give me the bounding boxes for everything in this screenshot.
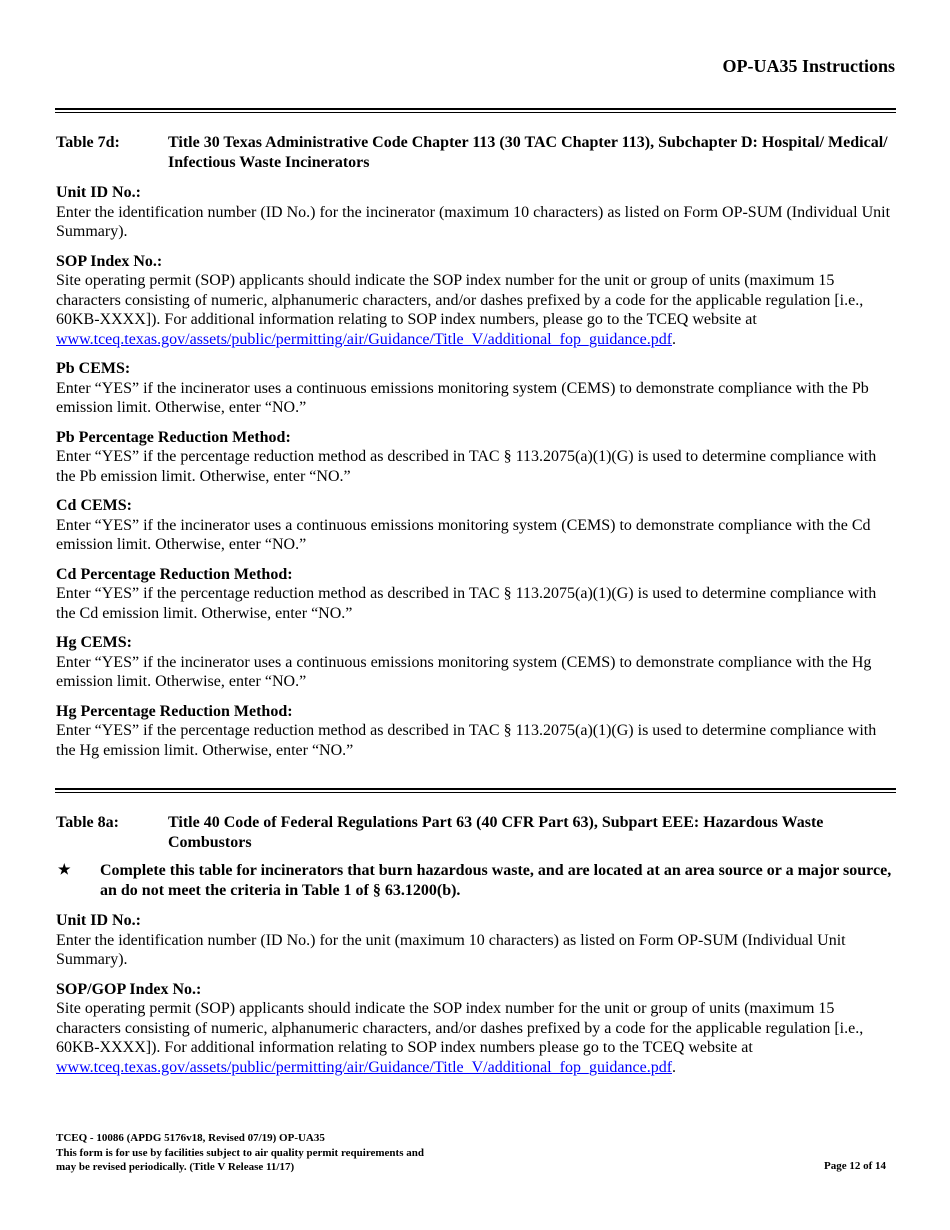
table-8a-heading <box>56 813 896 853</box>
table-8a-number: Table 8a: <box>56 814 119 831</box>
field-description: Enter “YES” if the percentage reduction method as described in TAC § 113.2075(a)(1)(G) is used to determine compliance with the Cd emission limit. Otherwise, enter “NO.” <box>56 585 877 622</box>
table-8a-section <box>56 813 896 1077</box>
field-label: SOP Index No.: <box>56 252 163 270</box>
field-label: Cd CEMS: <box>56 497 133 514</box>
field-description: Enter the identification number (ID No.) for the unit (maximum 10 characters) as listed on Form OP-SUM (Individual Unit Summary). <box>56 931 846 968</box>
field-description: Enter “YES” if the incinerator uses a continuous emissions monitoring system (CEMS) to demonstrate compliance with the Pb emission limit. Otherwise, enter “NO.” <box>56 379 869 416</box>
field-label: Unit ID No.: <box>56 912 141 929</box>
field-description-text: Site operating permit (SOP) applicants should indicate the SOP index number for the unit or group of units (maximum 15 characters consisting of numeric, alphanumeric characters, and/or dashes prefixed by a code for the applicable regulation [i.e., 60KB-XXXX]). For additional information relating to SOP index numbers, please go to the TCEQ website at <box>56 272 864 328</box>
section-rule <box>55 788 896 793</box>
field-cd-percentage <box>56 565 896 624</box>
table-8a-note <box>56 861 896 901</box>
field-pb-percentage <box>56 428 896 487</box>
note-text: Complete this table for incinerators that burn hazardous waste, and are located at an area source or a major source, an do not meet the criteria in Table 1 of § 63.1200(b). <box>100 862 892 899</box>
punctuation: . <box>672 330 677 348</box>
guidance-link[interactable]: www.tceq.texas.gov/assets/public/permitting/air/Guidance/Title_V/additional_fop_guidance.pdf <box>56 330 673 348</box>
guidance-link[interactable]: www.tceq.texas.gov/assets/public/permitting/air/Guidance/Title_V/additional_fop_guidance.pdf <box>56 1058 673 1076</box>
table-7d-title: Title 30 Texas Administrative Code Chapter 113 (30 TAC Chapter 113), Subchapter D: Hospital/ Medical/ Infectious Waste Incinerators <box>168 134 888 171</box>
field-description-text: Site operating permit (SOP) applicants should indicate the SOP index number for the unit or group of units (maximum 15 characters consisting of numeric, alphanumeric characters, and/or dashes prefixed by a code for the applicable regulation [i.e., 60KB-XXXX]). For additional information relating to SOP index numbers please go to the TCEQ website at <box>56 1000 864 1056</box>
field-hg-cems <box>56 633 896 692</box>
field-unit-id <box>56 911 896 970</box>
field-label: Pb CEMS: <box>56 360 131 377</box>
field-sop-gop-index <box>56 980 896 1078</box>
table-8a-title: Title 40 Code of Federal Regulations Part 63 (40 CFR Part 63), Subpart EEE: Hazardous Waste Combustors <box>168 814 824 851</box>
form-footer <box>56 1131 424 1175</box>
field-hg-percentage <box>56 702 896 761</box>
field-label: Hg Percentage Reduction Method: <box>56 702 293 720</box>
field-label: Pb Percentage Reduction Method: <box>56 428 291 446</box>
field-description <box>56 271 896 349</box>
field-description: Enter “YES” if the percentage reduction method as described in TAC § 113.2075(a)(1)(G) is used to determine compliance with the Hg emission limit. Otherwise, enter “NO.” <box>56 722 877 759</box>
page-header-title: OP-UA35 Instructions <box>722 56 895 76</box>
field-unit-id <box>56 183 896 242</box>
field-label: Unit ID No.: <box>56 184 141 201</box>
field-label: Cd Percentage Reduction Method: <box>56 565 293 583</box>
field-label: Hg CEMS: <box>56 634 132 651</box>
field-description: Enter “YES” if the incinerator uses a continuous emissions monitoring system (CEMS) to demonstrate compliance with the Hg emission limit. Otherwise, enter “NO.” <box>56 653 872 690</box>
header-rule <box>55 108 896 113</box>
footer-release-note: may be revised periodically. (Title V Release 11/17) <box>56 1161 295 1173</box>
field-pb-cems <box>56 359 896 418</box>
page-number: Page 12 of 14 <box>823 1160 886 1172</box>
footer-form-id: TCEQ - 10086 (APDG 5176v18, Revised 07/19) OP-UA35 <box>56 1132 325 1144</box>
footer-usage-note: This form is for use by facilities subject to air quality permit requirements and <box>56 1146 424 1159</box>
field-sop-index <box>56 252 896 350</box>
punctuation: . <box>672 1058 677 1076</box>
table-7d-number: Table 7d: <box>56 134 120 151</box>
table-7d-section <box>56 133 896 760</box>
field-cd-cems <box>56 496 896 555</box>
star-icon: ★ <box>58 863 71 878</box>
field-description: Enter the identification number (ID No.) for the incinerator (maximum 10 characters) as listed on Form OP-SUM (Individual Unit Summary). <box>56 203 891 240</box>
field-description <box>56 999 896 1077</box>
table-7d-heading <box>56 133 896 173</box>
field-description: Enter “YES” if the percentage reduction method as described in TAC § 113.2075(a)(1)(G) is used to determine compliance with the Pb emission limit. Otherwise, enter “NO.” <box>56 448 877 485</box>
field-description: Enter “YES” if the incinerator uses a continuous emissions monitoring system (CEMS) to demonstrate compliance with the Cd emission limit. Otherwise, enter “NO.” <box>56 516 871 553</box>
field-label: SOP/GOP Index No.: <box>56 980 202 998</box>
